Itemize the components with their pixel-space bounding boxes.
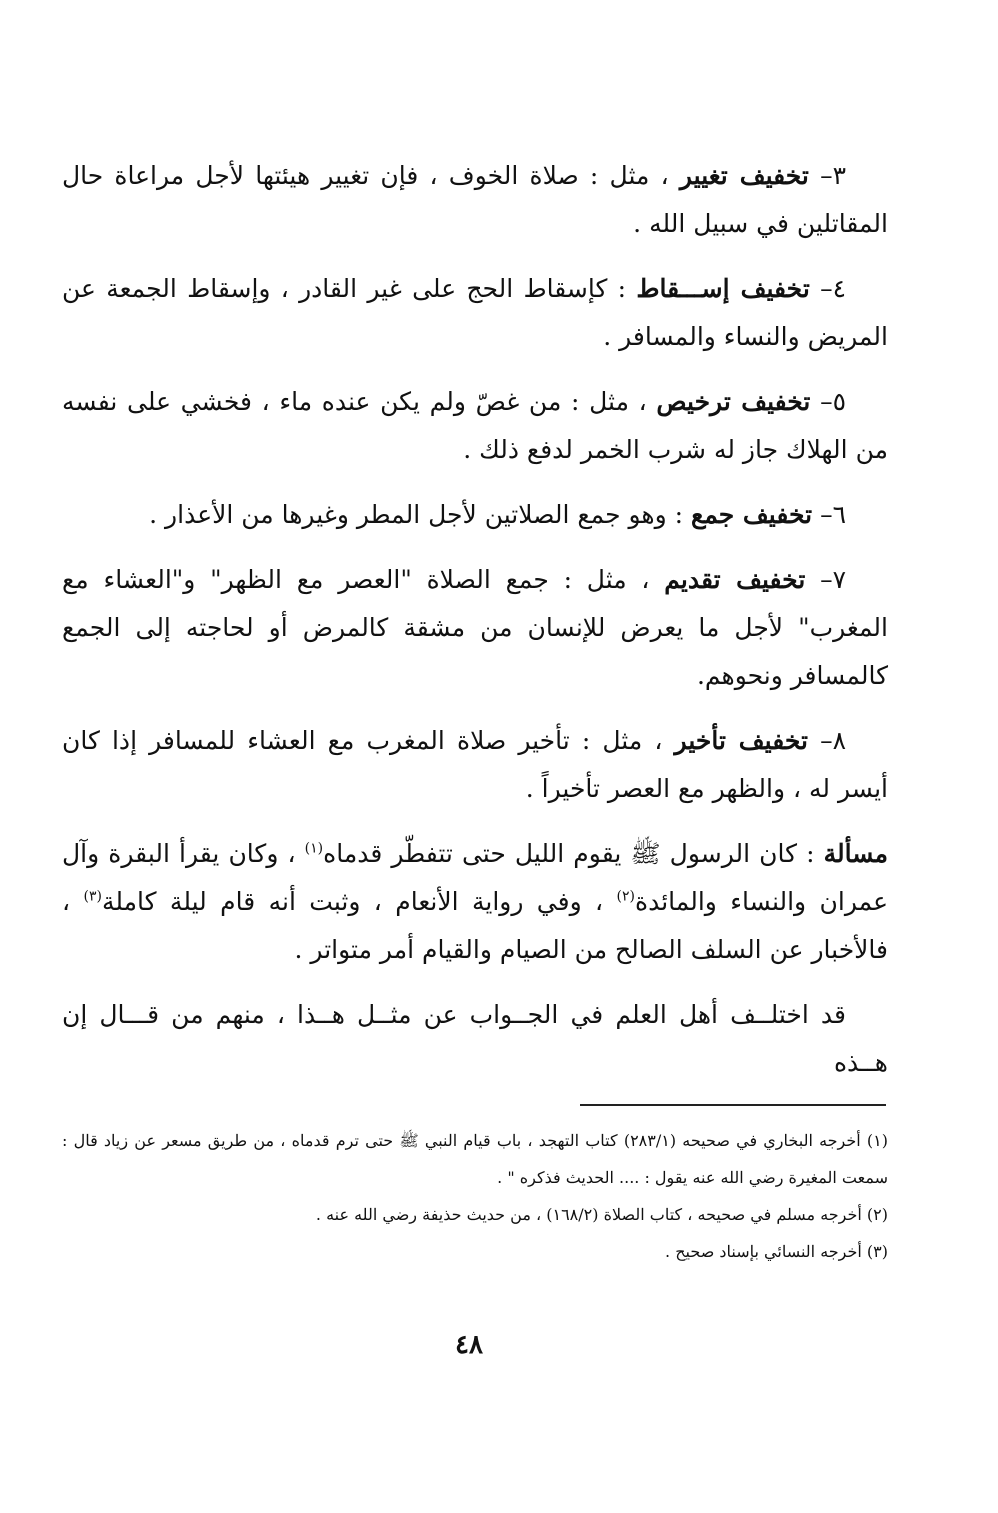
paragraph-8 bbox=[62, 717, 888, 813]
footnote-ref-2[interactable]: (٢) bbox=[616, 888, 635, 905]
last-line-text: قد اختلــف أهل العلم في الجــواب عن مثــل هــذا ، منهم من قـــال إن هــذه bbox=[62, 1000, 888, 1077]
item-text: : كإسقاط الحج على غير القادر ، وإسقاط الجمعة عن المريض والنساء والمسافر . bbox=[62, 274, 888, 351]
footnote-3: (٣) أخرجه النسائي بإسناد صحيح . bbox=[665, 1242, 888, 1261]
paragraph-last bbox=[62, 991, 888, 1087]
item-text: ، مثل : جمع الصلاة "العصر مع الظهر" و"العشاء مع المغرب" لأجل ما يعرض للإنسان من مشقة كالمرض أو لحاجته إلى الجمع كالمسافر ونحوهم. bbox=[62, 565, 888, 690]
masala-text-4: ، فالأخبار عن السلف الصالح من الصيام والقيام أمر متواتر . bbox=[62, 887, 888, 964]
masala-text-1: : كان الرسول ﷺ يقوم الليل حتى تتفطّر قدماه bbox=[323, 839, 815, 868]
footnote-1: (١) أخرجه البخاري في صحيحه (٢٨٣/١) كتاب التهجد ، باب قيام النبي ﷺ حتى ترم قدماه ، من طريق مسعر عن زياد قال : سمعت المغيرة رضي الله عنه يقول : .... الحديث فذكره " . bbox=[62, 1131, 888, 1187]
footnotes bbox=[62, 1122, 888, 1270]
item-text: ، مثل : من غصّ ولم يكن عنده ماء ، فخشي على نفسه من الهلاك جاز له شرب الخمر لدفع ذلك . bbox=[62, 387, 888, 464]
item-term: تخفيف إســـقاط bbox=[636, 274, 810, 303]
footnote-divider bbox=[580, 1104, 886, 1106]
paragraph-4 bbox=[62, 265, 888, 361]
item-term: تخفيف تغيير bbox=[679, 161, 809, 190]
paragraph-6 bbox=[62, 491, 888, 539]
footnote-ref-3[interactable]: (٣) bbox=[83, 888, 102, 905]
paragraph-7 bbox=[62, 556, 888, 700]
paragraph-masala bbox=[62, 830, 888, 974]
item-number: ٣– bbox=[820, 161, 846, 190]
paragraph-5 bbox=[62, 378, 888, 474]
item-number: ٧– bbox=[820, 565, 846, 594]
item-text: : وهو جمع الصلاتين لأجل المطر وغيرها من الأعذار . bbox=[149, 500, 684, 529]
masala-term: مسألة bbox=[823, 839, 888, 868]
footnote-ref-1[interactable]: (١) bbox=[304, 840, 324, 857]
item-number: ٤– bbox=[820, 274, 846, 303]
item-number: ٨– bbox=[820, 726, 846, 755]
item-text: ، مثل : صلاة الخوف ، فإن تغيير هيئتها لأجل مراعاة حال المقاتلين في سبيل الله . bbox=[62, 161, 888, 238]
item-term: تخفيف تقديم bbox=[664, 565, 806, 594]
item-term: تخفيف جمع bbox=[691, 500, 813, 529]
item-number: ٦– bbox=[820, 500, 846, 529]
masala-text-3: ، وفي رواية الأنعام ، وثبت أنه قام ليلة كاملة bbox=[101, 887, 604, 916]
item-term: تخفيف تأخير bbox=[674, 726, 808, 755]
footnote-2: (٢) أخرجه مسلم في صحيحه ، كتاب الصلاة (١٦٨/٢) ، من حديث حذيفة رضي الله عنه . bbox=[315, 1205, 888, 1224]
item-number: ٥– bbox=[820, 387, 846, 416]
item-text: ، مثل : تأخير صلاة المغرب مع العشاء للمسافر إذا كان أيسر له ، والظهر مع العصر تأخيراً . bbox=[62, 726, 888, 803]
masala-text-2: ، وكان يقرأ البقرة وآل عمران والنساء والمائدة bbox=[62, 839, 888, 916]
main-text bbox=[62, 152, 888, 1104]
item-term: تخفيف ترخيص bbox=[656, 387, 811, 416]
page-number: ٤٨ bbox=[455, 1330, 483, 1360]
paragraph-3 bbox=[62, 152, 888, 248]
